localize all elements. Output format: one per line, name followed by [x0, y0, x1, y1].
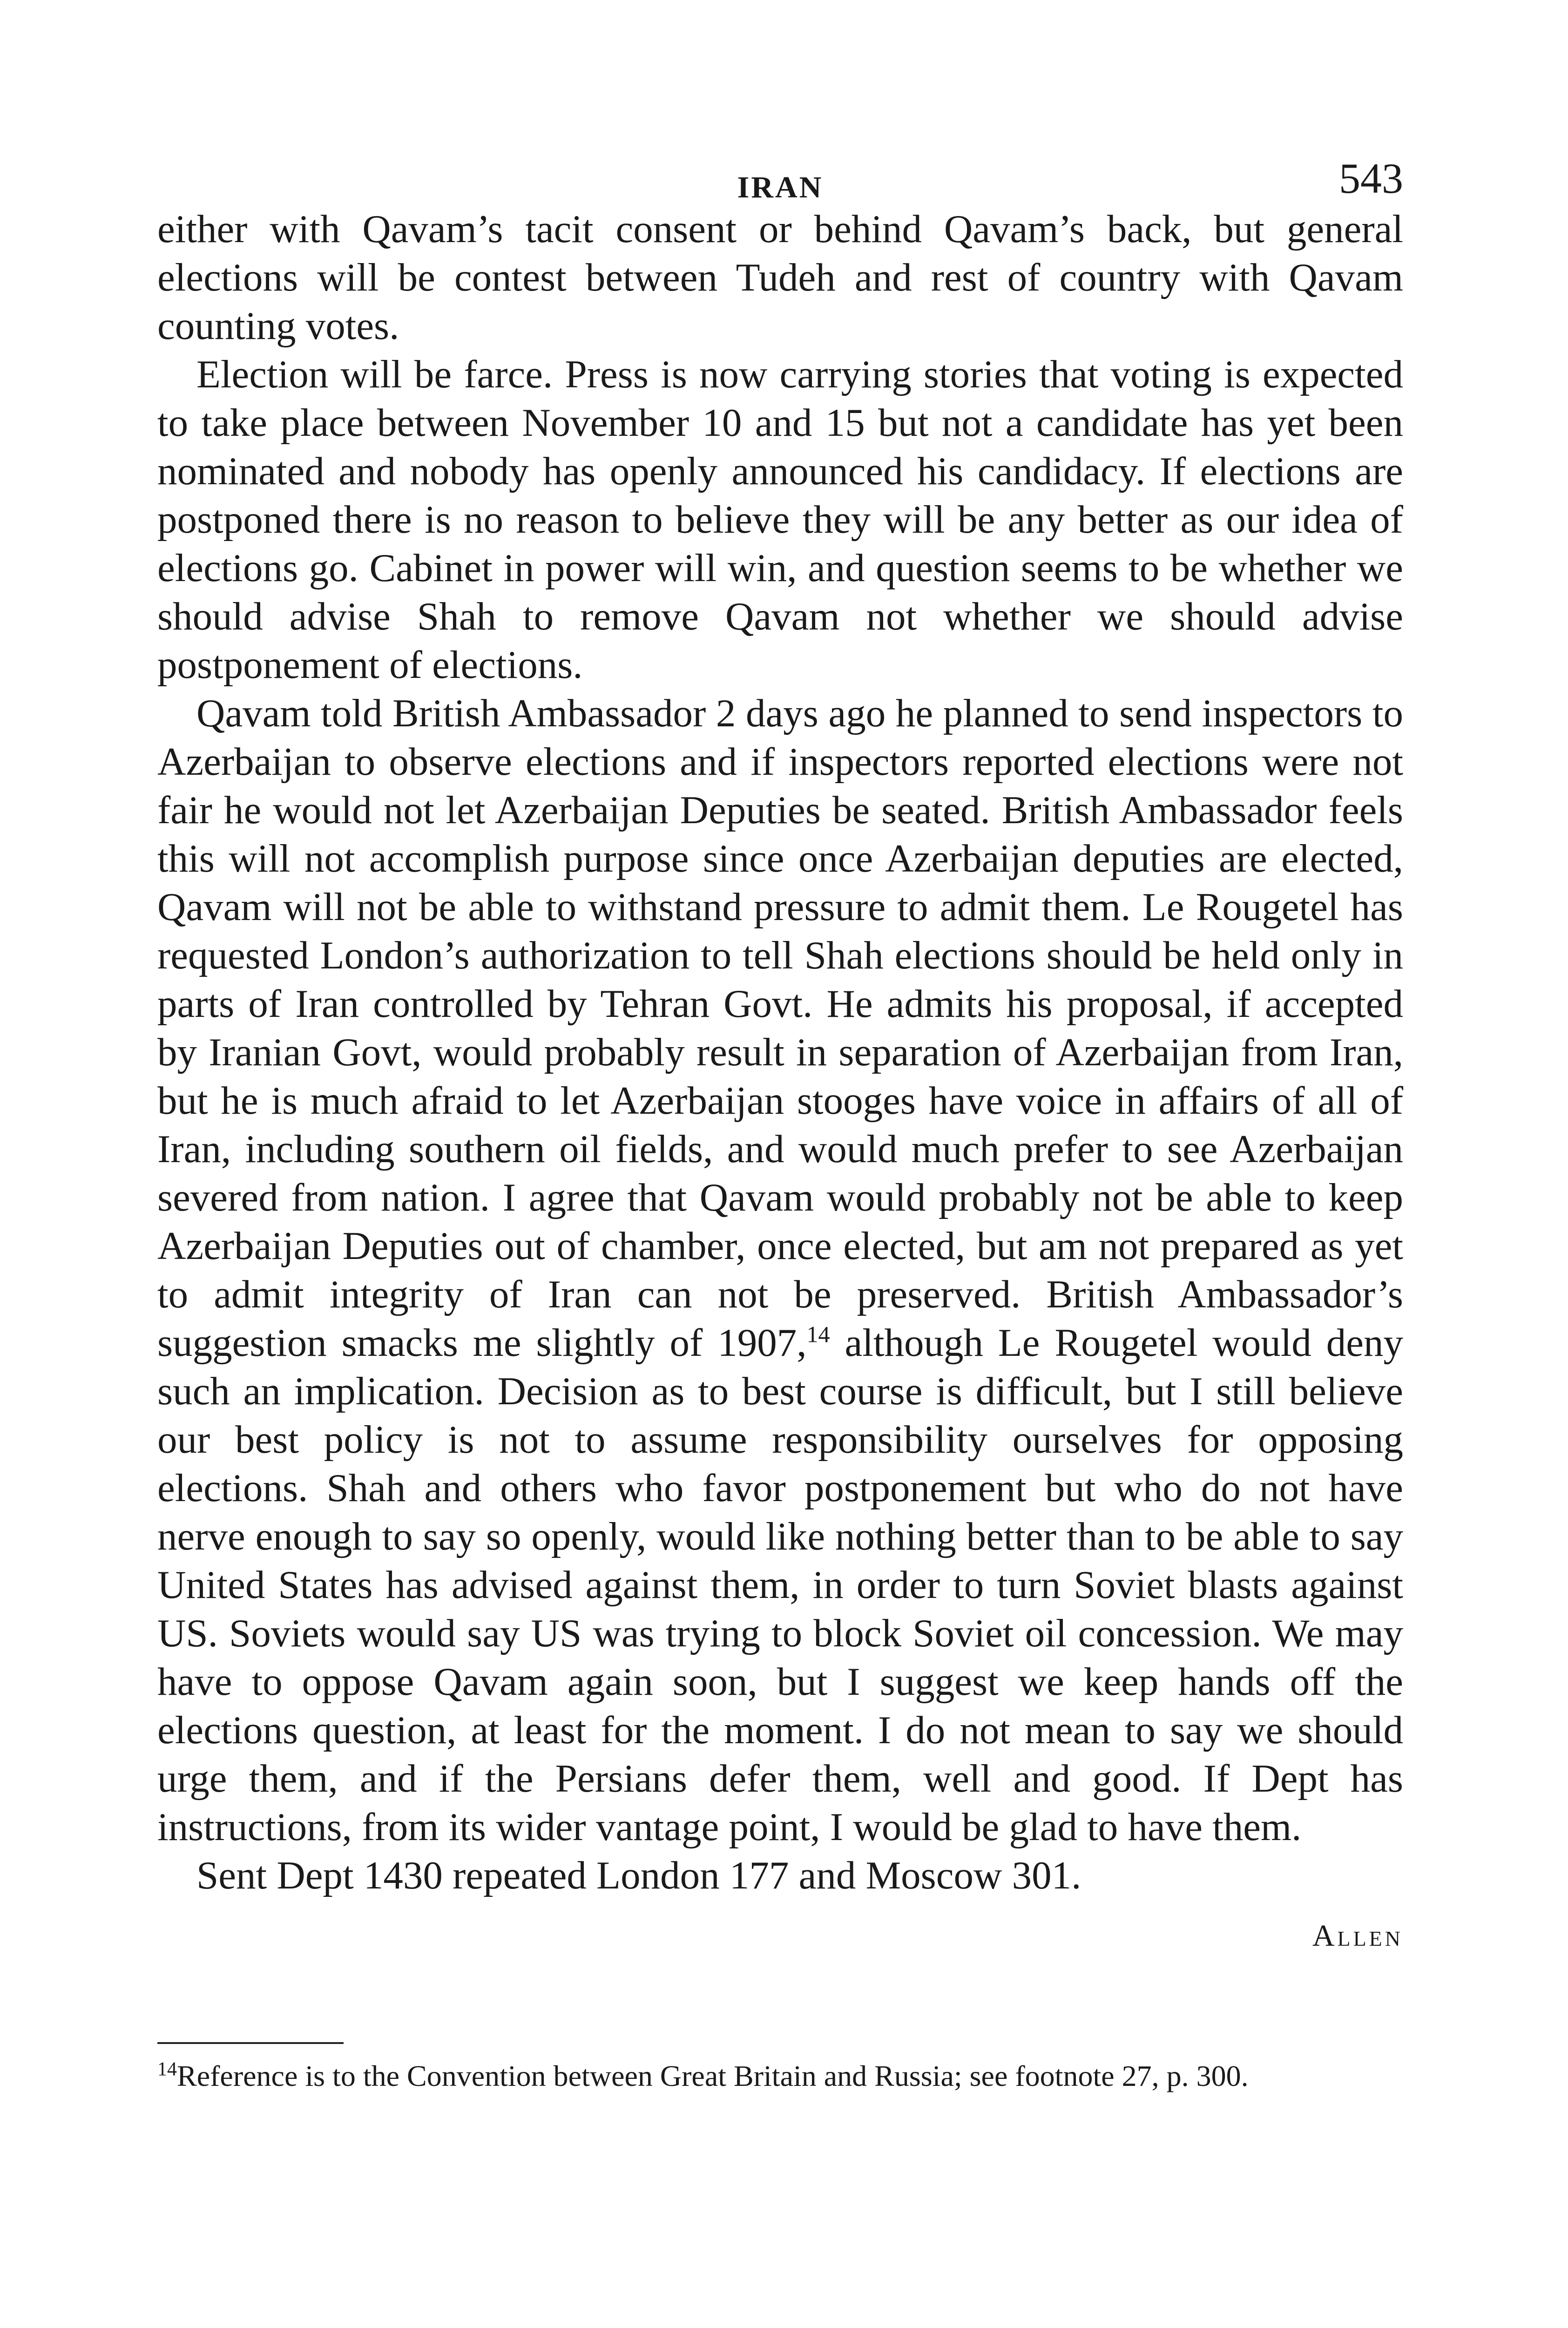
paragraph-4: Sent Dept 1430 repeated London 177 and Moscow 301. [196, 1854, 1081, 1897]
footnote-text: Reference is to the Convention between Great Britain and Russia; see footnote 27, p. 300. [177, 2059, 1249, 2092]
footnote-rule [157, 2042, 344, 2044]
paragraph-2: Election will be farce. Press is now carrying stories that voting is expected to take place between November 10 and 15 but not a candidate has yet been nominated and nobody has openly announced his candidacy. If elections are postponed there is no reason to believe they will be any better as our idea of elections go. Cabinet in power will win, and question seems to be whether we should advise Shah to remove Qavam not whether we should advise postponement of elections. [157, 352, 1403, 687]
paragraph-3 [157, 689, 1403, 1851]
running-head [157, 154, 1403, 205]
page-number: 543 [1339, 155, 1403, 202]
running-title: IRAN [737, 170, 824, 204]
footnote [157, 2058, 1403, 2094]
footnote-ref[interactable]: 14 [806, 1321, 830, 1347]
footnote-mark: 14 [157, 2058, 177, 2080]
signature: Allen [1312, 1919, 1403, 1953]
document-page [157, 154, 1403, 2094]
paragraph-3-text-b: although Le Rougetel would deny such an implication. Decision as to best course is difficult, but I still believe our best policy is not to assume responsibility ourselves for opposing elections. Shah and others who favor postponement but who do not have nerve enough to say so openly, would like nothing better than to be able to say United States has advised against them, in order to turn Soviet blasts against US. Soviets would say US was trying to block Soviet oil concession. We may have to oppose Qavam again soon, but I suggest we keep hands off the elections question, at least for the moment. I do not mean to say we should urge them, and if the Persians defer them, well and good. If Dept has instructions, from its wider vantage point, I would be glad to have them. [157, 1321, 1403, 1849]
paragraph-3-text-a: Qavam told British Ambassador 2 days ago he planned to send inspectors to Azerbaijan to observe elections and if inspectors reported elections were not fair he would not let Azerbaijan Deputies be seated. British Ambassador feels this will not accomplish purpose since once Azerbaijan deputies are elected, Qavam will not be able to withstand pressure to admit them. Le Rougetel has requested London’s authorization to tell Shah elections should be held only in parts of Iran controlled by Tehran Govt. He admits his proposal, if accepted by Iranian Govt, would probably result in separation of Azerbaijan from Iran, but he is much afraid to let Azerbaijan stooges have voice in affairs of all of Iran, including southern oil fields, and would much prefer to see Azerbaijan severed from nation. I agree that Qavam would probably not be able to keep Azerbaijan Deputies out of chamber, once elected, but am not prepared as yet to admit integrity of Iran can not be preserved. British Ambassador’s suggestion smacks me slightly of 1907, [157, 691, 1403, 1365]
paragraph-1: either with Qavam’s tacit consent or behind Qavam’s back, but general elections will be contest between Tudeh and rest of country with Qavam counting votes. [157, 207, 1403, 348]
body-text [157, 205, 1403, 1900]
